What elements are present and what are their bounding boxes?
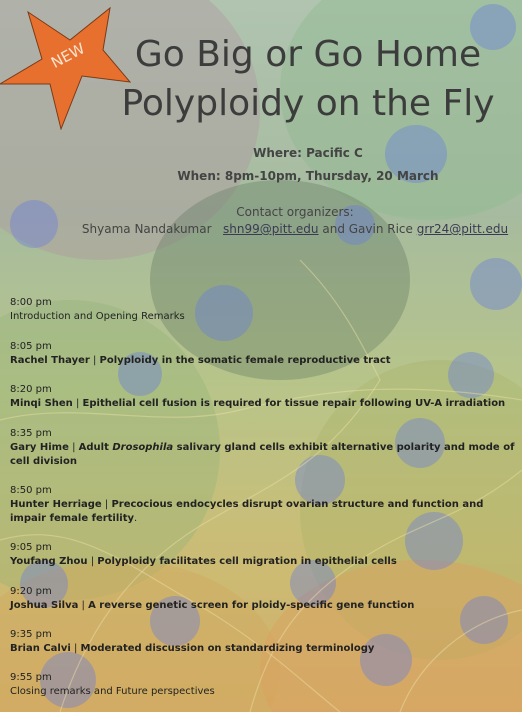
speaker-name: Rachel Thayer xyxy=(10,355,90,366)
contact-joiner: and Gavin Rice xyxy=(322,222,413,236)
plain-text: . xyxy=(134,513,138,524)
email-link-2[interactable]: grr24@pitt.edu xyxy=(416,222,509,236)
schedule-item xyxy=(10,541,516,569)
schedule-item xyxy=(10,383,516,411)
separator: | xyxy=(78,600,89,611)
schedule-item xyxy=(10,427,516,469)
talk-title: A reverse genetic screen for ploidy-specific gene function xyxy=(88,600,415,611)
schedule-description xyxy=(10,397,516,411)
contact-line xyxy=(60,222,522,236)
new-badge-label: NEW xyxy=(48,39,88,72)
page-title-line1: Go Big or Go Home xyxy=(134,34,482,75)
schedule-description xyxy=(10,441,516,469)
schedule-time: 8:50 pm xyxy=(10,485,52,496)
schedule-item xyxy=(10,671,516,699)
schedule-time: 9:35 pm xyxy=(10,629,52,640)
talk-title: Polyploidy facilitates cell migration in epithelial cells xyxy=(97,556,397,567)
page-title-line2: Polyploidy on the Fly xyxy=(121,83,495,124)
speaker-name: Hunter Herriage xyxy=(10,499,102,510)
separator: | xyxy=(87,556,98,567)
schedule-description xyxy=(10,354,516,368)
schedule-time: 8:35 pm xyxy=(10,428,52,439)
time-text: When: 8pm-10pm, Thursday, 20 March xyxy=(177,169,439,183)
schedule-time: 9:20 pm xyxy=(10,586,52,597)
schedule-time: 9:55 pm xyxy=(10,672,52,683)
organizer-name: Shyama Nandakumar xyxy=(81,222,212,236)
talk-title: Epithelial cell fusion is required for tissue repair following UV-A irradiation xyxy=(82,398,506,409)
schedule-description xyxy=(10,555,516,569)
schedule-item xyxy=(10,585,516,613)
contact-heading: Contact organizers: xyxy=(236,205,354,219)
plain-text: Introduction and Opening Remarks xyxy=(10,311,185,322)
separator: | xyxy=(68,442,79,453)
schedule-item xyxy=(10,484,516,526)
plain-text: Closing remarks and Future perspectives xyxy=(10,686,215,697)
separator: | xyxy=(101,499,112,510)
email-link-1[interactable]: shn99@pitt.edu xyxy=(223,222,319,236)
speaker-name: Minqi Shen xyxy=(10,398,73,409)
schedule-item xyxy=(10,340,516,368)
talk-title: Polyploidy in the somatic female reproductive tract xyxy=(99,355,391,366)
separator: | xyxy=(72,398,83,409)
schedule-description xyxy=(10,599,516,613)
separator: | xyxy=(89,355,100,366)
separator: | xyxy=(70,643,81,654)
schedule-description xyxy=(10,642,516,656)
schedule-time: 8:05 pm xyxy=(10,341,52,352)
speaker-name: Gary Hime xyxy=(10,442,69,453)
talk-title-italic: Drosophila xyxy=(112,442,174,453)
talk-title: Adult xyxy=(78,442,113,453)
schedule-time: 8:20 pm xyxy=(10,384,52,395)
speaker-name: Brian Calvi xyxy=(10,643,71,654)
location-text: Where: Pacific C xyxy=(253,146,363,160)
talk-title-rest: salivary gland cells exhibit alternative polarity and mode of cell division xyxy=(10,442,515,467)
schedule-description xyxy=(10,685,516,699)
schedule-description xyxy=(10,498,516,526)
speaker-name: Youfang Zhou xyxy=(10,556,88,567)
talk-title: Moderated discussion on standardizing terminology xyxy=(80,643,375,654)
schedule-item xyxy=(10,628,516,656)
schedule-time: 9:05 pm xyxy=(10,542,52,553)
schedule-item xyxy=(10,296,516,324)
schedule-description xyxy=(10,310,516,324)
talk-title: Precocious endocycles disrupt ovarian structure and function and impair female fertility xyxy=(10,499,484,524)
speaker-name: Joshua Silva xyxy=(10,600,79,611)
schedule-time: 8:00 pm xyxy=(10,297,52,308)
